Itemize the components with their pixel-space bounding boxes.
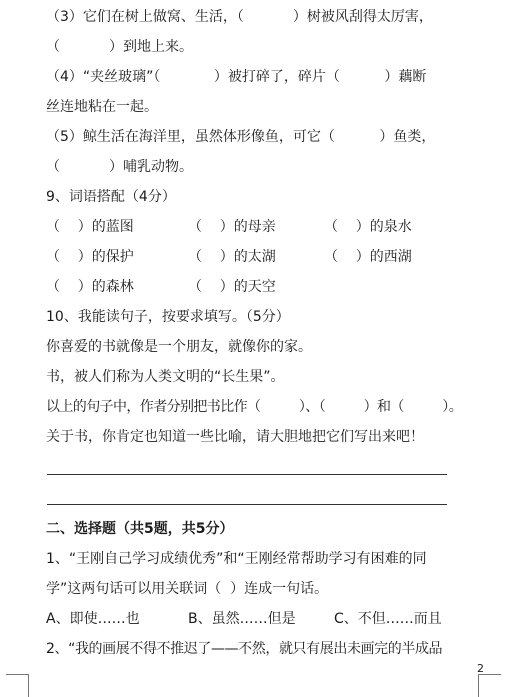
match-cell: （ ）的天空 bbox=[188, 279, 276, 295]
q2-line-1: 2、“我的画展不得不推迟了——不然，就只有展出未画完的半成品 bbox=[46, 641, 443, 657]
match-cell: （ ）的蓝图 bbox=[46, 219, 134, 235]
match-cell: （ ）的母亲 bbox=[188, 219, 276, 235]
q10-sentence-2: 书，被人们称为人类文明的“长生果”。 bbox=[46, 369, 285, 385]
option-a: A、即使……也 bbox=[46, 611, 140, 627]
section-heading: 二、选择题（共5题，共5分） bbox=[46, 521, 234, 537]
fill-line-3b: （ ）到地上来。 bbox=[46, 39, 193, 55]
match-cell: （ ）的西湖 bbox=[324, 249, 412, 265]
crop-mark-bottom-right bbox=[478, 674, 501, 697]
match-cell: （ ）的泉水 bbox=[324, 219, 412, 235]
fill-line-4a: （4）“夹丝玻璃”（ ）被打碎了，碎片（ ）藕断 bbox=[46, 69, 427, 85]
q10-fill-metaphors: 以上的句子中，作者分别把书比作（ ）、（ ）和（ ）。 bbox=[46, 399, 463, 415]
q1-line-1: 1、“王刚自己学习成绩优秀”和“王刚经常帮助学习有困难的同 bbox=[46, 551, 427, 567]
fill-line-5b: （ ）哺乳动物。 bbox=[46, 159, 193, 175]
q10-title: 10、我能读句子，按要求填写。（5分） bbox=[46, 309, 290, 325]
match-cell: （ ）的森林 bbox=[46, 279, 134, 295]
q1-line-2: 学”这两句话可以用关联词（ ）连成一句话。 bbox=[46, 581, 329, 597]
answer-line bbox=[47, 474, 447, 475]
fill-line-4b: 丝连地粘在一起。 bbox=[46, 99, 158, 115]
option-b: B、虽然……但是 bbox=[188, 611, 296, 627]
q10-sentence-1: 你喜爱的书就像是一个朋友，就像你的家。 bbox=[46, 339, 312, 355]
q9-title: 9、词语搭配（4分） bbox=[46, 189, 176, 205]
match-cell: （ ）的太湖 bbox=[188, 249, 276, 265]
q10-instruction: 关于书，你肯定也知道一些比喻，请大胆地把它们写出来吧！ bbox=[46, 429, 424, 445]
fill-line-5a: （5）鲸生活在海洋里，虽然体形像鱼，可它（ ）鱼类， bbox=[46, 129, 436, 145]
option-c: C、不但……而且 bbox=[334, 611, 442, 627]
crop-mark-bottom-left bbox=[6, 674, 29, 697]
fill-line-3a: （3）它们在树上做窝、生活，（ ）树被风刮得太厉害， bbox=[46, 9, 433, 25]
page-number: 2 bbox=[477, 662, 484, 675]
match-cell: （ ）的保护 bbox=[46, 249, 134, 265]
answer-line bbox=[47, 504, 447, 505]
